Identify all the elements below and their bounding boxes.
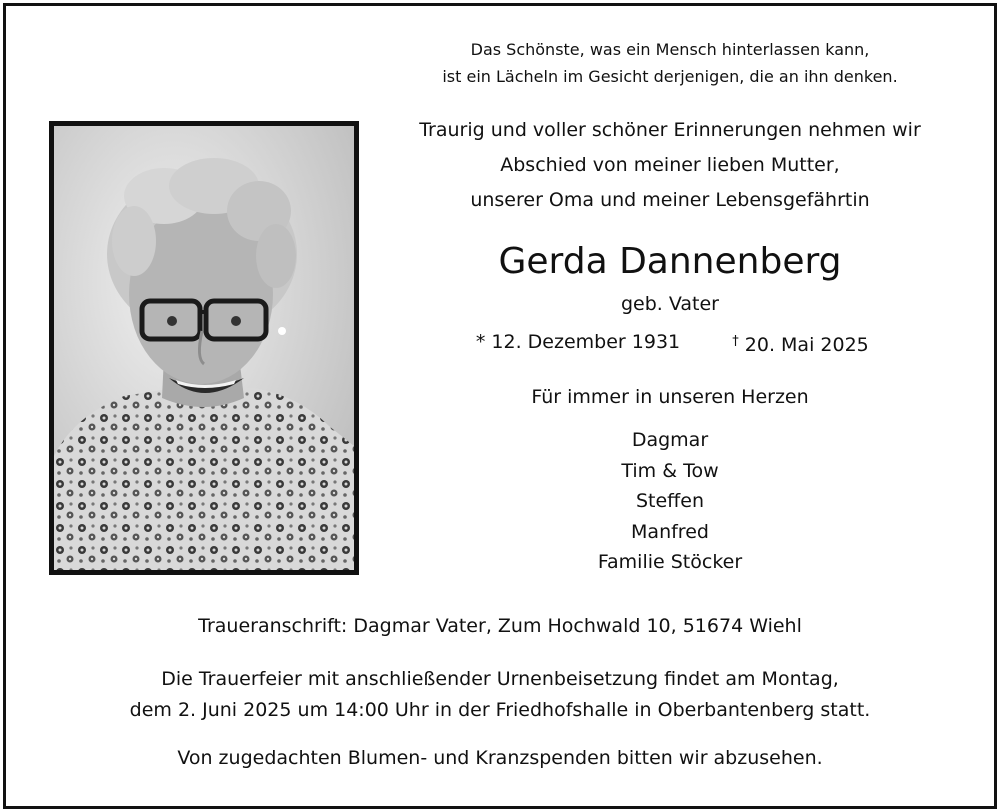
death-date-line — [713, 328, 888, 359]
portrait-image — [54, 126, 354, 570]
funeral-service-info — [0, 664, 1000, 726]
intro-line-3: unserer Oma und meiner Lebensgefährtin — [470, 189, 870, 211]
mourner-item: Manfred — [631, 520, 709, 543]
mourner-item: Steffen — [635, 490, 705, 512]
service-line-2: dem 2. Juni 2025 um 14:00 Uhr in der Friedhofshalle in Oberbantenberg statt. — [129, 699, 871, 721]
memorial-motto: Für immer in unseren Herzen — [531, 386, 809, 408]
mourner-item: Dagmar — [631, 429, 709, 451]
mourner-item: Familie Stöcker — [597, 551, 743, 573]
mourners-list — [500, 425, 840, 578]
death-date: 20. Mai 2025 — [744, 334, 869, 356]
intro-line-1: Traurig und voller schöner Erinnerungen nehmen wir — [419, 119, 921, 141]
birth-name: geb. Vater — [620, 293, 719, 315]
deceased-name: Gerda Dannenberg — [498, 241, 842, 282]
mourning-address: Traueranschrift: Dagmar Vater, Zum Hochwald 10, 51674 Wiehl — [198, 615, 802, 637]
intro-line-2: Abschied von meiner lieben Mutter, — [500, 154, 840, 176]
intro-text — [385, 113, 955, 218]
birth-date: * 12. Dezember 1931 — [475, 331, 681, 353]
portrait-photo — [49, 121, 359, 575]
service-line-1: Die Trauerfeier mit anschließender Urnenbeisetzung findet am Montag, — [161, 668, 839, 690]
quote-line-1: Das Schönste, was ein Mensch hinterlassen kann, — [470, 40, 870, 59]
cross-icon: † — [732, 334, 739, 349]
quote-line-2: ist ein Lächeln im Gesicht derjenigen, die an ihn denken. — [442, 67, 898, 86]
mourner-item: Tim & Tow — [621, 459, 719, 482]
memorial-quote — [385, 36, 955, 90]
flower-request: Von zugedachten Blumen- und Kranzspenden bitten wir abzusehen. — [177, 747, 823, 769]
